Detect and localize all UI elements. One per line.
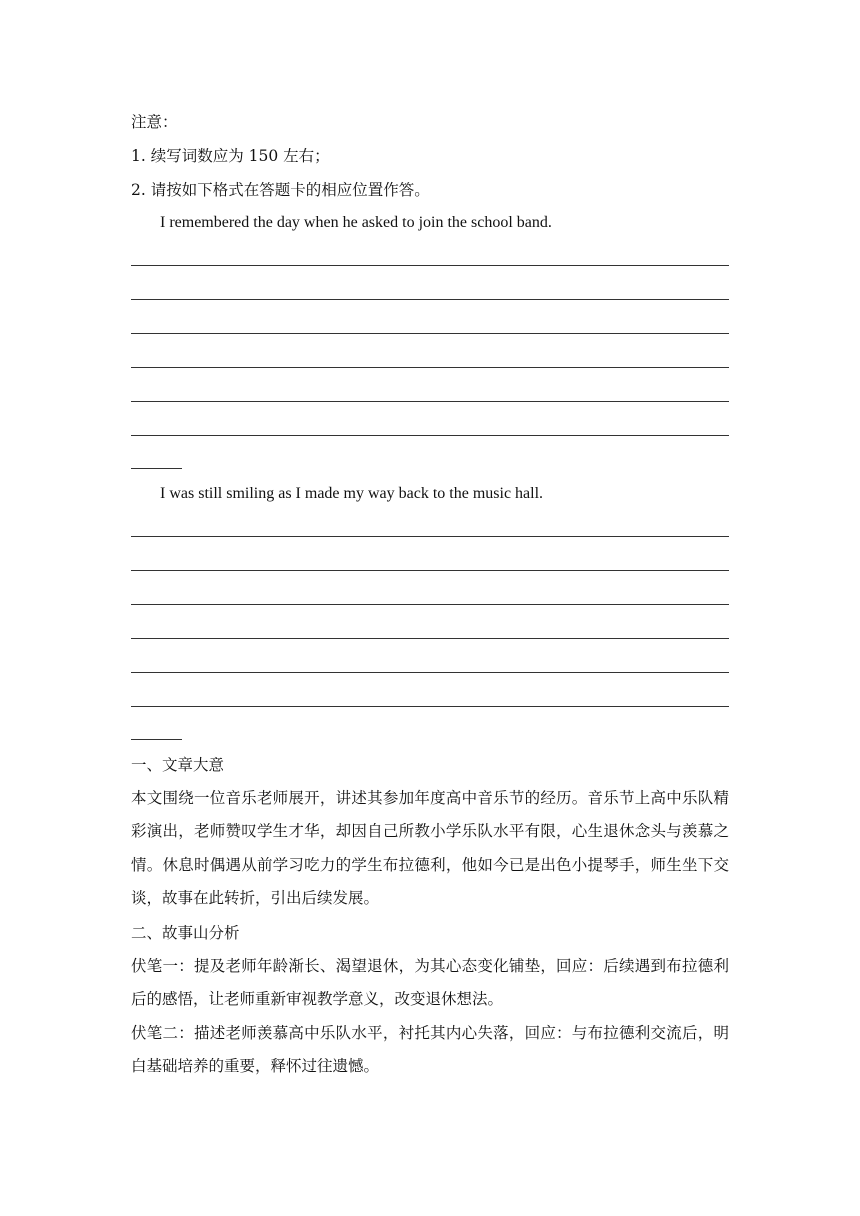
section-1-body: 本文围绕一位音乐老师展开，讲述其参加年度高中音乐节的经历。音乐节上高中乐队精彩演出，老师赞叹学生才华，却因自己所教小学乐队水平有限，心生退休念头与羡慕之情。休息时偶遇从前学习吃力的学生布拉德利，他如今已是出色小提琴手，师生坐下交谈，故事在此转折，引出后续发展。: [131, 789, 729, 908]
answer-line-short: [131, 468, 182, 469]
note-item-2: 2. 请按如下格式在答题卡的相应位置作答。: [131, 181, 430, 199]
foreshadow-2: 伏笔二：描述老师羡慕高中乐队水平，衬托其内心失落，回应：与布拉德利交流后，明白基础培养的重要，释怀过往遗憾。: [131, 1024, 729, 1076]
answer-line: [131, 299, 729, 300]
paragraph-2-opening: I was still smiling as I made my way back to the music hall.: [160, 485, 544, 502]
paragraph-1-opening: I remembered the day when he asked to join the school band.: [160, 214, 552, 231]
answer-line: [131, 706, 729, 707]
answer-line: [131, 672, 729, 673]
foreshadow-1: 伏笔一：提及老师年龄渐长、渴望退休，为其心态变化铺垫，回应：后续遇到布拉德利后的感悟，让老师重新审视教学意义，改变退休想法。: [131, 957, 729, 1009]
answer-line: [131, 604, 729, 605]
answer-line: [131, 638, 729, 639]
answer-line-short: [131, 739, 182, 740]
section-1-heading: 一、文章大意: [131, 756, 225, 774]
answer-line: [131, 367, 729, 368]
answer-line: [131, 333, 729, 334]
notes-heading: 注意：: [131, 113, 178, 131]
section-2-heading: 二、故事山分析: [131, 924, 240, 942]
answer-line: [131, 265, 729, 266]
answer-line: [131, 401, 729, 402]
answer-line: [131, 435, 729, 436]
answer-line: [131, 536, 729, 537]
answer-line: [131, 570, 729, 571]
note-item-1: 1. 续写词数应为 150 左右；: [131, 147, 330, 165]
